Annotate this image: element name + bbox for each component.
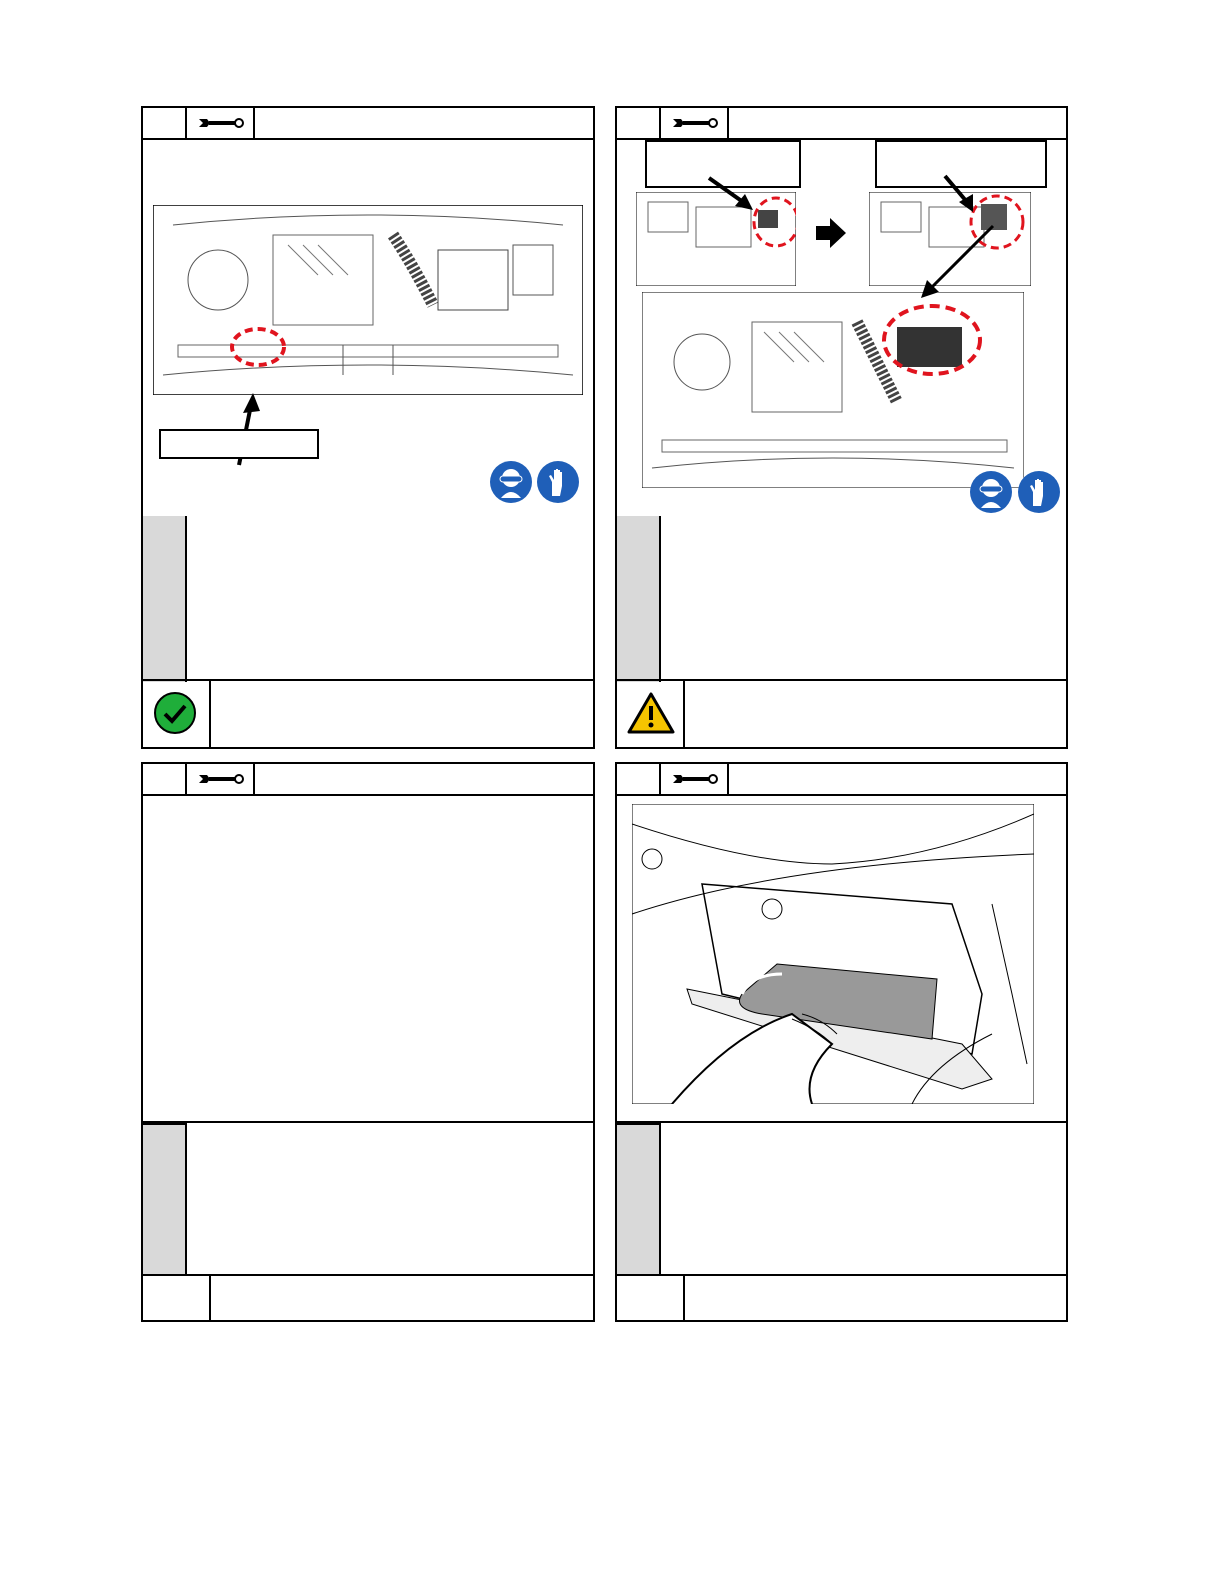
panel-header (143, 764, 593, 796)
footer-icon-cell (143, 1276, 211, 1320)
step-number (617, 108, 661, 138)
blank-figure-area (143, 794, 593, 1122)
panel-step-1 (141, 106, 595, 749)
engine-bay-illustration (153, 205, 583, 395)
tool-cell (187, 764, 255, 794)
footer-icon-cell (617, 1276, 685, 1320)
panel-footer (143, 679, 593, 747)
step-side-bar (143, 1123, 187, 1276)
connector-arrow-right (943, 174, 983, 214)
safety-goggles-icon (969, 470, 1013, 514)
wrench-icon (671, 772, 719, 786)
footer-icon-cell (617, 681, 685, 747)
step-side-bar (143, 516, 187, 682)
step-side-bar (617, 1123, 661, 1276)
wrench-icon (197, 116, 245, 130)
engine-bay-illustration (642, 292, 1024, 488)
connector-figure (617, 138, 1066, 516)
gloves-icon (1017, 470, 1061, 514)
divider-line (143, 1121, 593, 1123)
panel-header (617, 764, 1066, 796)
panel-step-3 (141, 762, 595, 1322)
glovebox-illustration (632, 804, 1034, 1104)
step-number (143, 108, 187, 138)
engine-bay-figure (143, 138, 593, 516)
safety-goggles-icon (489, 460, 533, 504)
glovebox-figure (617, 794, 1066, 1122)
panel-step-2 (615, 106, 1068, 749)
panel-footer (617, 1274, 1066, 1320)
wrench-icon (197, 772, 245, 786)
step-number (143, 764, 187, 794)
check-icon (153, 691, 197, 735)
gloves-icon (536, 460, 580, 504)
label-callout (159, 429, 319, 459)
step-number (617, 764, 661, 794)
wrench-icon (671, 116, 719, 130)
divider-line (617, 1121, 1066, 1123)
panel-footer (143, 1274, 593, 1320)
panel-header (617, 108, 1066, 140)
footer-icon-cell (143, 681, 211, 747)
panel-footer (617, 679, 1066, 747)
pointer-arrow (917, 222, 997, 302)
panel-header (143, 108, 593, 140)
right-arrow-icon (816, 218, 846, 248)
tool-cell (187, 108, 255, 138)
connector-arrow-left (707, 174, 757, 214)
step-side-bar (617, 516, 661, 682)
warning-icon (627, 691, 675, 735)
panel-step-4 (615, 762, 1068, 1322)
tool-cell (661, 764, 729, 794)
tool-cell (661, 108, 729, 138)
